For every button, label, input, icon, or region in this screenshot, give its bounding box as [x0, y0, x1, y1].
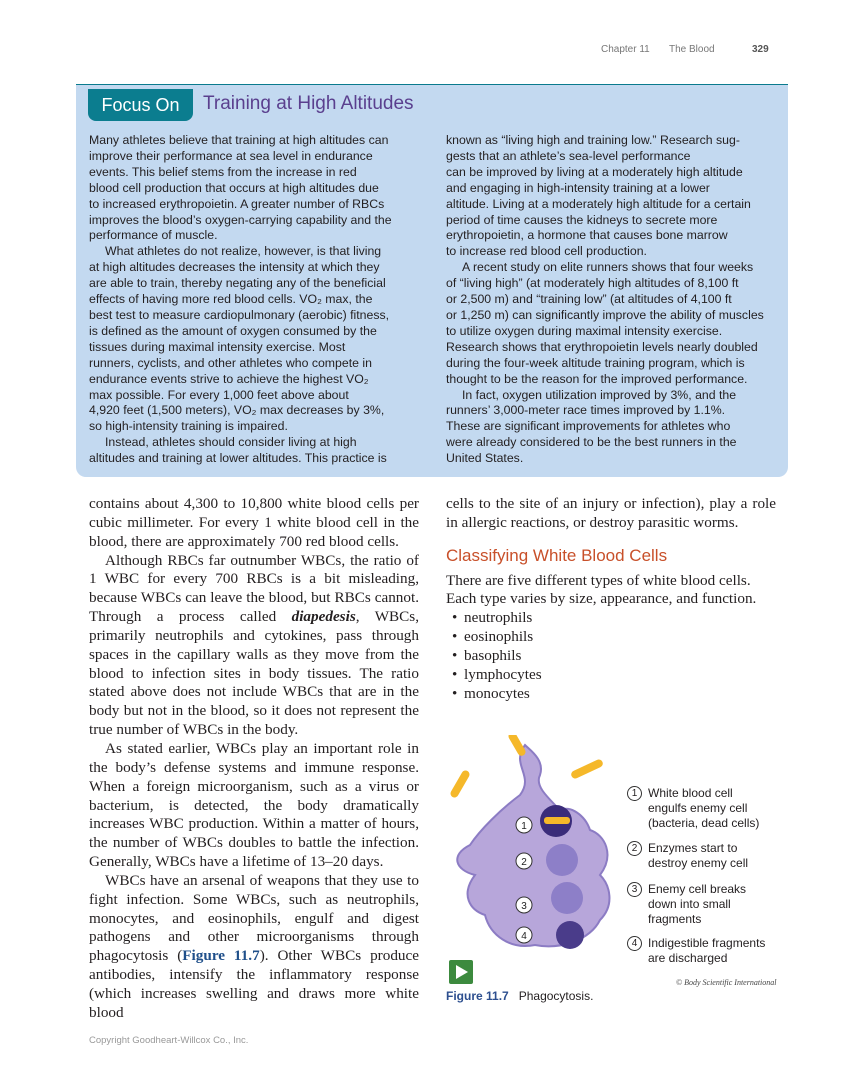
chapter-title: The Blood: [669, 44, 715, 55]
figure-label: Figure 11.7: [446, 989, 509, 1003]
white-blood-cell-shape: [457, 745, 609, 946]
focus-text-line: or 2,500 m) and “training low” (at altitudes of 4,100 ft: [446, 292, 732, 307]
section-heading: Classifying White Blood Cells: [446, 545, 668, 565]
chapter-label: Chapter 11: [601, 44, 650, 55]
svg-text:3: 3: [521, 901, 527, 912]
figure-reference[interactable]: Figure 11.7: [182, 947, 260, 965]
list-item: • basophils: [464, 647, 776, 666]
text: Although RBCs far outnumber WBCs, the ratio of 1 WBC for every 700 RBCs is a bit misleading, because WBCs can leave the blood, but RBCs cannot. Through a process called: [89, 551, 419, 626]
focus-title: Training at High Altitudes: [203, 93, 414, 114]
focus-text-line: endurance events strive to achieve the highest VO₂: [89, 371, 369, 386]
focus-text-line: can be improved by living at a moderately high altitude: [446, 164, 743, 179]
play-video-button[interactable]: [449, 960, 473, 984]
focus-right-column: [446, 133, 764, 467]
focus-text-line: blood cell production that occurs at high altitudes due: [89, 180, 379, 195]
svg-text:4: 4: [521, 931, 527, 942]
step-text: Enemy cell breaks down into small fragments: [648, 882, 747, 926]
focus-text-line: events. This belief stems from the increase in red: [89, 164, 357, 179]
focus-text-line: runners’ 3,000-meter race times improved by 1.1%.: [446, 403, 726, 418]
focus-text-line: Research shows that erythropoietin levels nearly doubled: [446, 339, 758, 354]
vesicle-4: [556, 921, 584, 949]
focus-text-line: of “living high” (at moderately high altitudes of 8,100 ft: [446, 276, 739, 291]
paragraph: [89, 872, 419, 1023]
focus-text-line: during the four-week altitude training program, which is: [446, 355, 745, 370]
figure-step-1: [627, 786, 770, 831]
focus-text-line: runners, cyclists, and other athletes who compete in: [89, 355, 372, 370]
list-item: • lymphocytes: [464, 666, 776, 685]
figure-step-2: [627, 841, 770, 871]
focus-text-line: tissues during maximal intensity exercise. Most: [89, 339, 346, 354]
focus-text-line: improve their performance at sea level in endurance: [89, 148, 373, 163]
focus-text-line: thought to be the reason for the improved performance.: [446, 371, 748, 386]
vesicle-3: [551, 882, 583, 914]
focus-text-line: What athletes do not realize, however, is that living: [105, 244, 382, 259]
list-item: • neutrophils: [464, 609, 776, 628]
list-item: • eosinophils: [464, 628, 776, 647]
focus-text-line: to increase red blood cell production.: [446, 244, 647, 259]
vesicle-2: [546, 844, 578, 876]
paragraph: There are five different types of white blood cells. Each type varies by size, appearance, and function.: [446, 571, 757, 608]
focus-text-line: max possible. For every 1,000 feet above about: [89, 387, 349, 402]
paragraph: [89, 552, 419, 740]
focus-text-line: These are significant improvements for athletes who: [446, 419, 731, 434]
step-number: 3: [627, 882, 642, 897]
bacterium-icon: [544, 817, 570, 824]
focus-text-line: improves the blood’s oxygen-carrying capability and the: [89, 212, 392, 227]
focus-text-line: to utilize oxygen during maximal intensity exercise.: [446, 323, 723, 338]
right-body-column: [446, 495, 776, 703]
paragraph: cells to the site of an injury or infection), play a role in allergic reactions, or destroy parasitic worms.: [446, 495, 776, 531]
focus-text-line: A recent study on elite runners shows that four weeks: [462, 260, 754, 275]
copyright-footer: Copyright Goodheart-Willcox Co., Inc.: [89, 1035, 249, 1046]
text: , WBCs, primarily neutrophils and cytokines, pass through spaces in the capillary walls as they move from the blood to infection sites in body tissues. The ratio stated above does not include WBCs that are in the body but not in the blood, so it does not represent the true number of WBCs in the body.: [89, 608, 419, 739]
focus-text-line: period of time causes the kidneys to secrete more: [446, 212, 718, 227]
focus-on-tab: Focus On: [88, 89, 193, 121]
focus-text-line: were already considered to be the best runners in the: [446, 435, 737, 450]
focus-text-line: known as “living high and training low.” Research sug-: [446, 133, 740, 147]
focus-text-line: so high-intensity training is impaired.: [89, 419, 288, 434]
step-text: Indigestible fragments are discharged: [648, 936, 766, 965]
focus-text-line: or 1,250 m) can significantly improve the ability of muscles: [446, 307, 764, 322]
step-text: White blood cell engulfs enemy cell (bacteria, dead cells): [648, 786, 760, 830]
bacterium-icon: [570, 758, 604, 780]
figure-caption: [446, 989, 593, 1004]
wbc-type-list: [446, 609, 776, 703]
key-term: diapedesis: [291, 608, 356, 626]
step-text: Enzymes start to destroy enemy cell: [648, 841, 749, 870]
left-body-column: [89, 495, 419, 1023]
focus-text-line: United States.: [446, 451, 524, 466]
focus-text-line: best test to measure cardiopulmonary (aerobic) fitness,: [89, 307, 390, 322]
svg-text:1: 1: [521, 821, 527, 832]
focus-left-column: [89, 133, 392, 467]
focus-text-line: are able to train, thereby negating any of the beneficial: [89, 276, 386, 291]
focus-text-line: at high altitudes decreases the intensity at which they: [89, 260, 380, 275]
focus-text-line: and engaging in high-intensity training at a lower: [446, 180, 710, 195]
image-credit: © Body Scientific International: [676, 978, 777, 987]
page-number: 329: [752, 44, 769, 55]
focus-text-line: altitude. Living at a moderately high altitude for a certain: [446, 196, 751, 211]
svg-text:2: 2: [521, 857, 527, 868]
focus-text-line: altitudes and training at lower altitudes. This practice is: [89, 451, 387, 466]
phagocytosis-illustration: [440, 735, 630, 975]
text: ). Other WBCs produce antibodies, intensify the inflammatory response (which increases swelling and draws more white blood: [89, 947, 419, 1021]
focus-text-line: gests that an athlete’s sea-level performance: [446, 148, 691, 163]
focus-text-line: is defined as the amount of oxygen consumed by the: [89, 323, 377, 338]
text: WBCs have an arsenal of weapons that they use to fight infection. Some WBCs, such as neutrophils, monocytes, and eosinophils, engulf and digest pathogens and other microorganisms through phagocytosis (: [89, 871, 419, 965]
paragraph: As stated earlier, WBCs play an important role in the body’s defense systems and immune response. When a foreign microorganism, such as a virus or bacterium, is detected, the body dramatically increases WBC production. Within a matter of hours, the number of WBCs doubles to battle the infection. Generally, WBCs have a lifetime of 13–20 days.: [89, 739, 419, 871]
bacterium-icon: [449, 769, 471, 799]
step-number: 2: [627, 841, 642, 856]
focus-text-line: performance of muscle.: [89, 228, 218, 243]
focus-text-line: Many athletes believe that training at high altitudes can: [89, 133, 389, 147]
step-number: 4: [627, 936, 642, 951]
focus-text-line: 4,920 feet (1,500 meters), VO₂ max decreases by 3%,: [89, 403, 385, 418]
paragraph: contains about 4,300 to 10,800 white blood cells per cubic millimeter. For every 1 white blood cell in the blood, there are approximately 700 red blood cells.: [89, 495, 419, 550]
focus-text-line: erythropoietin, a hormone that causes bone marrow: [446, 228, 728, 243]
focus-text-line: In fact, oxygen utilization improved by 3%, and the: [462, 387, 737, 402]
figure-step-4: [627, 936, 778, 966]
caption-text: Phagocytosis.: [518, 989, 594, 1003]
focus-text-line: to increased erythropoietin. A greater number of RBCs: [89, 196, 385, 211]
focus-text-line: effects of having more red blood cells. VO₂ max, the: [89, 292, 373, 307]
focus-on-box: [76, 84, 788, 477]
figure-step-3: [627, 882, 758, 927]
list-item: • monocytes: [464, 685, 776, 704]
step-number: 1: [627, 786, 642, 801]
play-icon: [456, 965, 468, 979]
focus-text-line: Instead, athletes should consider living at high: [105, 435, 357, 450]
